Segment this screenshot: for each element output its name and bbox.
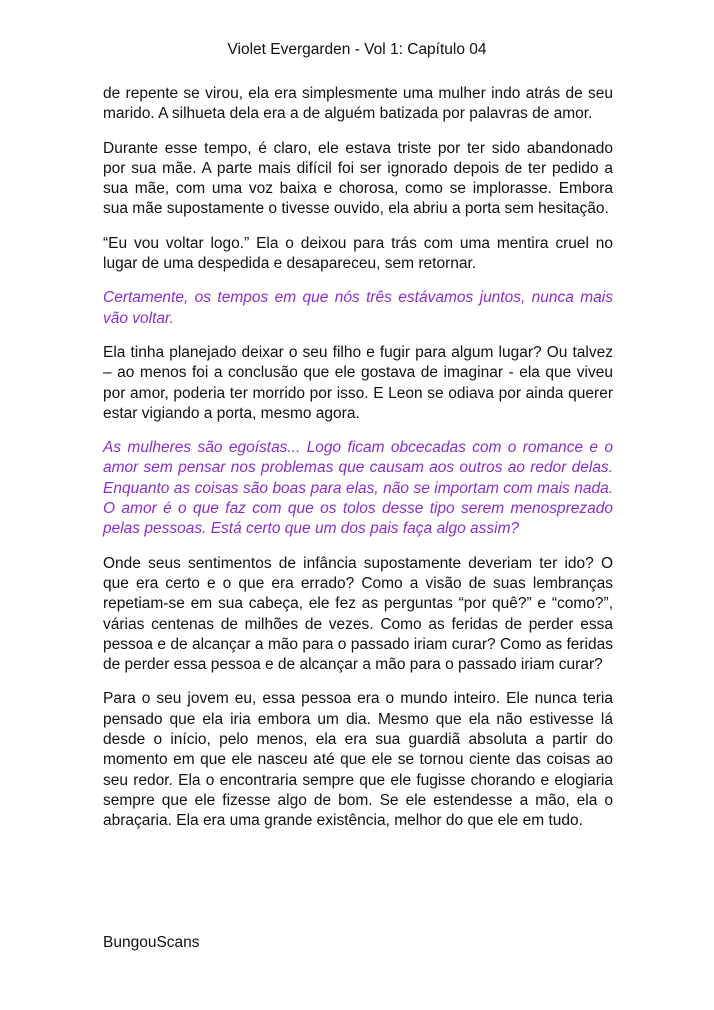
paragraph: “Eu vou voltar logo.” Ela o deixou para trás com uma mentira cruel no lugar de uma despedida e desapareceu, sem retornar. (103, 234, 613, 273)
paragraph: Ela tinha planejado deixar o seu filho e fugir para algum lugar? Ou talvez – ao menos foi a conclusão que ele gostava de imaginar - ela que viveu por amor, poderia ter morrido por isso. E Leon se odiava por ainda querer estar vigiando a porta, mesmo agora. (103, 343, 613, 422)
paragraph: Durante esse tempo, é claro, ele estava triste por ter sido abandonado por sua mãe. A parte mais difícil foi ser ignorado depois de ter pedido a sua mãe, com uma voz baixa e chorosa, como se implorasse. Embora sua mãe supostamente o tivesse ouvido, ela abriu a porta sem hesitação. (103, 139, 613, 218)
chapter-body (103, 84, 613, 846)
page-footer-credit: BungouScans (103, 934, 200, 951)
italic-thought-paragraph: As mulheres são egoístas... Logo ficam obcecadas com o romance e o amor sem pensar nos problemas que causam aos outros ao redor delas. Enquanto as coisas são boas para elas, não se importam com mais nada. O amor é o que faz com que os tolos desse tipo serem menosprezado pelas pessoas. Está certo que um dos pais faça algo assim? (103, 439, 613, 538)
paragraph: de repente se virou, ela era simplesmente uma mulher indo atrás de seu marido. A silhueta dela era a de alguém batizada por palavras de amor. (103, 85, 613, 123)
page-header: Violet Evergarden - Vol 1: Capítulo 04 (227, 41, 487, 58)
italic-thought-paragraph: Certamente, os tempos em que nós três estávamos juntos, nunca mais vão voltar. (103, 289, 613, 327)
paragraph: Para o seu jovem eu, essa pessoa era o mundo inteiro. Ele nunca teria pensado que ela iria embora um dia. Mesmo que ela não estivesse lá desde o início, pelo menos, ela era sua guardiã absoluta a partir do momento em que ele nasceu até que ele se tornou ciente das coisas ao seu redor. Ela o encontraria sempre que ele fugisse chorando e elogiaria sempre que ele fizesse algo de bom. Se ele estendesse a mão, ela o abraçaria. Ela era uma grande existência, melhor do que ele em tudo. (103, 690, 613, 830)
paragraph: Onde seus sentimentos de infância supostamente deveriam ter ido? O que era certo e o que era errado? Como a visão de suas lembranças repetiam-se em sua cabeça, ele fez as perguntas “por quê?” e “como?”, várias centenas de milhões de vezes. Como as feridas de perder essa pessoa e de alcançar a mão para o passado iriam curar? Como as feridas de perder essa pessoa e de alcançar a mão para o passado iriam curar? (103, 554, 613, 674)
